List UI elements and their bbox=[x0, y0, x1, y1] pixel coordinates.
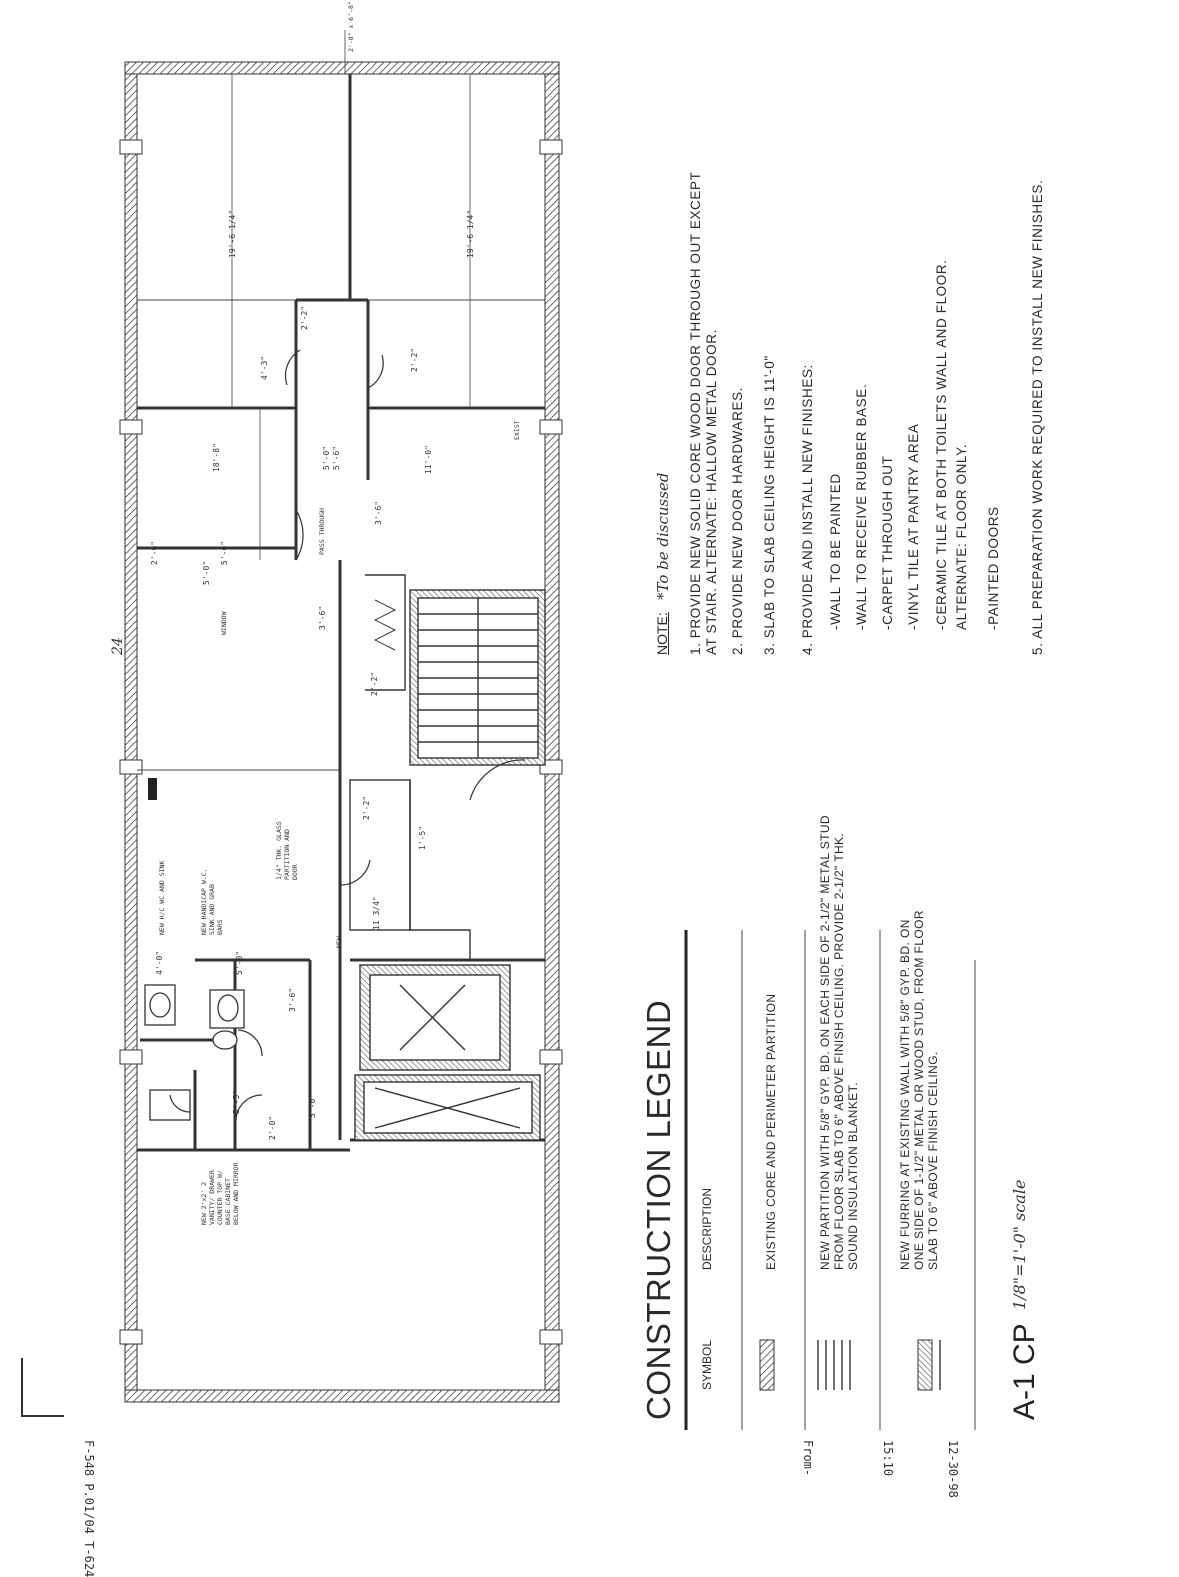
page-marker: 24 bbox=[110, 637, 126, 655]
note-exist: EXIST bbox=[513, 420, 521, 440]
note-item: -CERAMIC TILE AT BOTH TOILETS WALL AND FLOOR. bbox=[934, 259, 949, 630]
note-pass-through: PASS THROUGH bbox=[318, 508, 326, 555]
note-vanity: NEW 2'x2' 2 VANITY/ DRAWER COUNTER TOP W/ BASE CABINET BELOW AND MIRROR bbox=[200, 1162, 240, 1225]
dim-label-wall-offset: 2'-0" bbox=[150, 540, 159, 565]
note-glass-partition: 1/4" THK. GLASS PARTITION AND DOOR bbox=[275, 821, 299, 880]
dim-label-middle-office: 18'-8" bbox=[212, 443, 221, 472]
dim-label-stall: 5'-5" bbox=[232, 1089, 241, 1114]
dim-label-toilet-depth: 4'-0" bbox=[155, 950, 164, 975]
fax-time: 15:10 bbox=[881, 1440, 895, 1477]
dim-label-door-width: 5'-6" bbox=[332, 445, 341, 470]
dim-label-door-opening: 5'-0" bbox=[322, 445, 331, 470]
dim-label-shaft-gap: 11 3/4" bbox=[372, 896, 381, 930]
legend-description-header: DESCRIPTION bbox=[700, 1187, 714, 1270]
note-door-size: 2'-8" x 6'-8" bbox=[347, 1, 355, 52]
drawing-id: A-1 CP bbox=[1008, 1323, 1041, 1420]
legend-row-existing: EXISTING CORE AND PERIMETER PARTITION bbox=[764, 993, 778, 1270]
dim-label-stair-landing: 1'-5" bbox=[418, 825, 427, 850]
dim-label-window-span: 5'-0" bbox=[202, 560, 211, 585]
dim-label-passage: 3'-6" bbox=[318, 605, 327, 630]
dim-label-toilet-door: 3'-0" bbox=[308, 1093, 317, 1118]
note-item: -WALL TO BE PAINTED bbox=[828, 473, 843, 630]
note-item: -WALL TO RECEIVE RUBBER BASE. bbox=[854, 383, 869, 630]
legend-title: CONSTRUCTION LEGEND bbox=[640, 999, 677, 1420]
legend-row-new-furring: NEW FURRING AT EXISTING WALL WITH 5/8" GYP. BD. ON ONE SIDE OF 1-1/2" METAL OR WOOD STUD, FROM FLOOR SLAB TO 6" ABOVE FINISH CEILING. bbox=[898, 910, 940, 1270]
dim-label-toilet-width: 5'-0" bbox=[235, 950, 244, 975]
note-item: -CARPET THROUGH OUT bbox=[880, 455, 895, 630]
note-item: 4. PROVIDE AND INSTALL NEW FINISHES: bbox=[800, 364, 815, 655]
dim-label-north-office: 19'-6 1/4" bbox=[228, 209, 237, 258]
dim-label-corridor: 11'-0" bbox=[424, 445, 433, 474]
dim-label-toilet-vestibule: 3'-6" bbox=[288, 987, 297, 1012]
note-item: 5. ALL PREPARATION WORK REQUIRED TO INSTALL NEW FINISHES. bbox=[1030, 179, 1045, 655]
note-item: 1. PROVIDE NEW SOLID CORE WOOD DOOR THROUGH OUT EXCEPT bbox=[688, 171, 703, 655]
dim-label-vanity: 2'-0" bbox=[268, 1115, 277, 1140]
notes-title: NOTE: bbox=[654, 612, 670, 655]
dim-label-stair-door-a: 2'-2" bbox=[370, 671, 379, 696]
fax-date: 12-30-98 bbox=[946, 1440, 960, 1498]
fax-header-line: F-548 P.01/04 T-624 bbox=[82, 1440, 96, 1577]
note-item: 3. SLAB TO SLAB CEILING HEIGHT IS 11'-0" bbox=[762, 355, 777, 655]
dim-label-closet-width: 2'-2" bbox=[300, 305, 309, 330]
note-item: ALTERNATE: FLOOR ONLY. bbox=[954, 443, 969, 630]
note-hc-wc: NEW H/C WC AND SINK bbox=[158, 860, 166, 935]
note-item: 2. PROVIDE NEW DOOR HARDWARES. bbox=[730, 386, 745, 655]
legend-row-new-partition: NEW PARTITION WITH 5/8" GYP. BD. ON EACH SIDE OF 2-1/2" METAL STUD FROM FLOOR SLAB TO 6" ABOVE FINISH CEILING. PROVIDE 2-1/2" THK. SOUND INSULATION BLANKET. bbox=[818, 815, 860, 1270]
note-item: AT STAIR. ALTERNATE: HALLOW METAL DOOR. bbox=[704, 329, 719, 655]
note-window: WINDOW bbox=[220, 611, 228, 635]
drawing-scale: 1/8"=1'-0" scale bbox=[1010, 1179, 1029, 1310]
column-block bbox=[148, 778, 157, 800]
notes-handwritten: *To be discussed bbox=[654, 472, 672, 600]
dim-label-south-office: 19'-6 1/4" bbox=[466, 209, 475, 258]
note-item: -PAINTED DOORS bbox=[986, 506, 1001, 630]
dim-label-closet-south: 2'-2" bbox=[410, 347, 419, 372]
note-new: NEW bbox=[335, 936, 343, 948]
dim-label-stair-flight: 3'-6" bbox=[374, 500, 383, 525]
note-handicap-wc: NEW HANDICAP W.C. SINK AND GRAB BARS bbox=[200, 868, 224, 935]
dim-label-window-bay: 5'-0" bbox=[220, 540, 229, 565]
crop-mark bbox=[22, 1358, 64, 1416]
fax-from: From- bbox=[801, 1440, 815, 1477]
stair bbox=[365, 575, 545, 765]
dim-label-stair-door-b: 2'-2" bbox=[362, 795, 371, 820]
legend-symbol-header: SYMBOL bbox=[700, 1339, 714, 1390]
note-item: -VINYL TILE AT PANTRY AREA bbox=[906, 423, 921, 630]
dim-label-closet-north: 4'-3" bbox=[260, 355, 269, 380]
